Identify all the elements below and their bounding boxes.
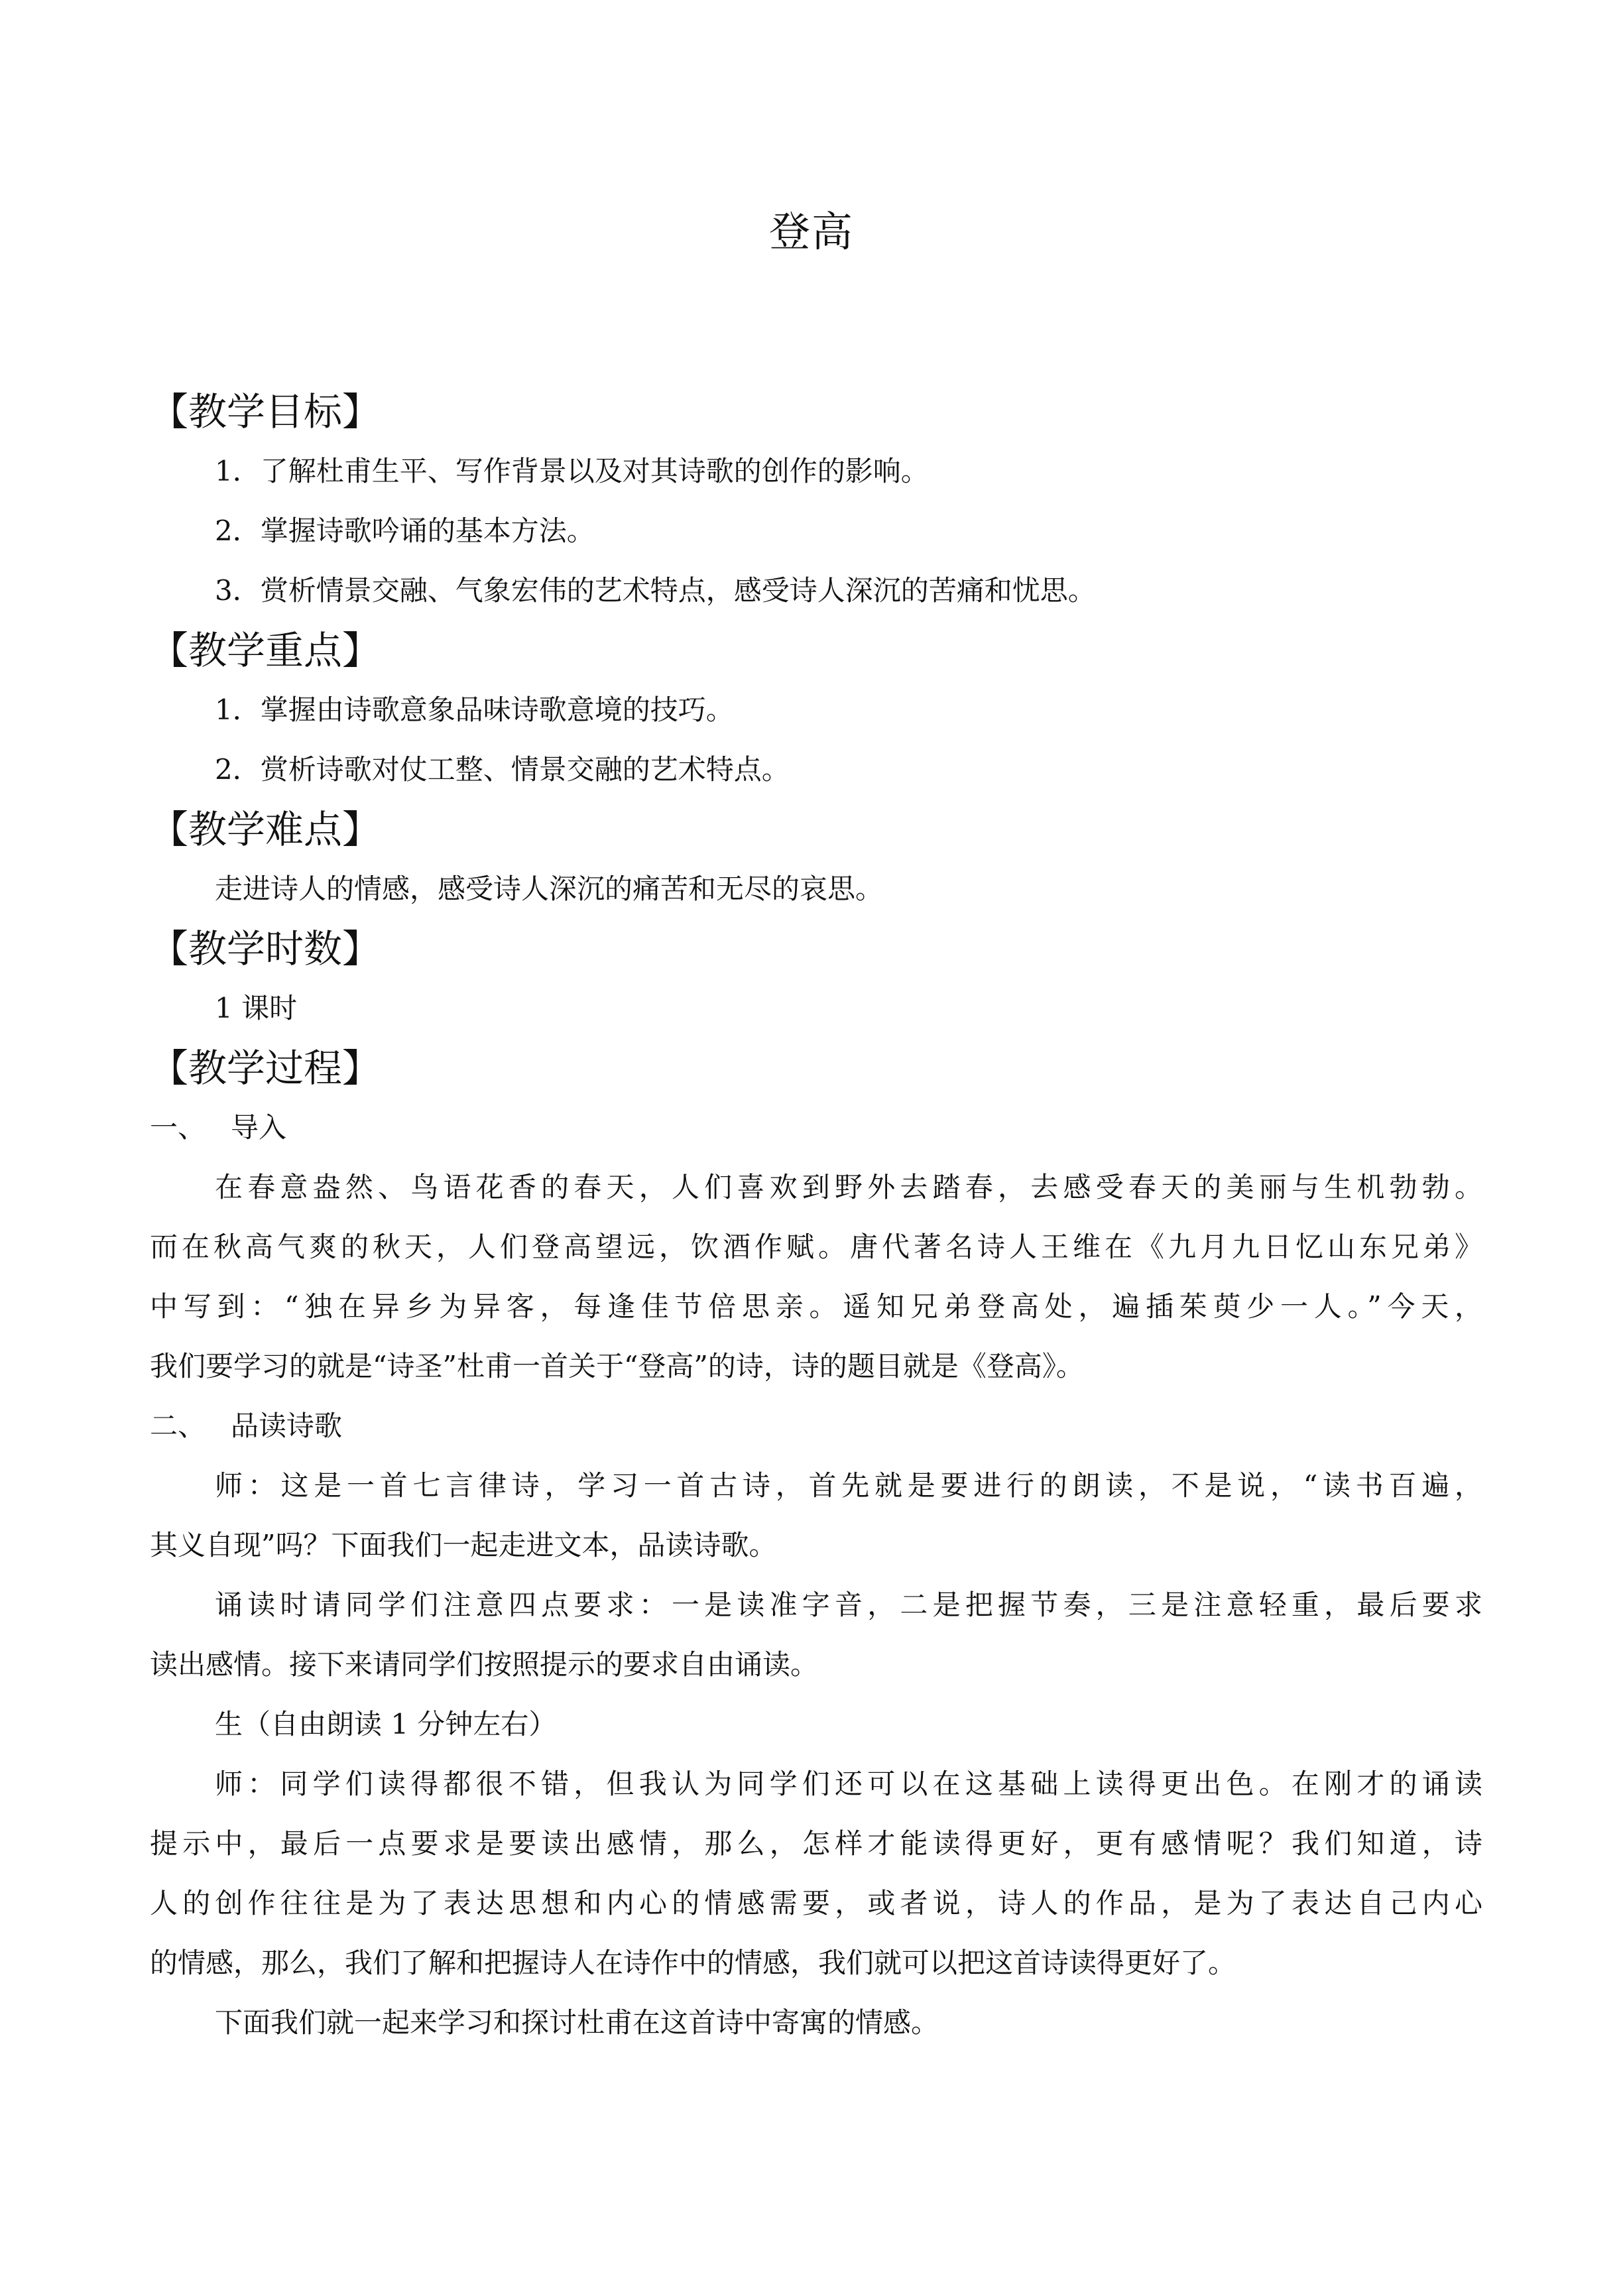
section-2-p2-line-2: 读出感情。接下来请同学们按照提示的要求自由诵读。 <box>150 1648 819 1681</box>
section-2-p1-line-1: 师：这是一首七言律诗，学习一首古诗，首先就是要进行的朗读，不是说，“读书百遍， <box>215 1469 1482 1502</box>
key-point-item-2: 2．赏析诗歌对仗工整、情景交融的艺术特点。 <box>215 753 790 786</box>
section-2-p2-line-1: 诵读时请同学们注意四点要求：一是读准字音，二是把握节奏，三是注意轻重，最后要求 <box>215 1589 1482 1621</box>
section-2-p1-line-2: 其义自现”吗？下面我们一起走进文本，品读诗歌。 <box>150 1529 777 1561</box>
goals-heading: 【教学目标】 <box>150 389 381 434</box>
goal-item-1: 1．了解杜甫生平、写作背景以及对其诗歌的创作的影响。 <box>215 455 929 487</box>
key-points-heading: 【教学重点】 <box>150 628 381 673</box>
goal-item-2: 2．掌握诗歌吟诵的基本方法。 <box>215 514 595 547</box>
document-title: 登高 <box>768 208 854 256</box>
section-1-line-3: 中写到：“独在异乡为异客，每逢佳节倍思亲。遥知兄弟登高处，遍插茱萸少一人。”今天， <box>150 1290 1482 1323</box>
section-1-line-2: 而在秋高气爽的秋天，人们登高望远，饮酒作赋。唐代著名诗人王维在《九月九日忆山东兄弟》 <box>150 1231 1482 1263</box>
section-2-label: 品读诗歌 <box>231 1410 343 1442</box>
document-body <box>150 382 1482 2053</box>
process-heading: 【教学过程】 <box>150 1046 381 1091</box>
section-2-number: 二、 <box>150 1410 206 1442</box>
section-2-p4-line-1: 师：同学们读得都很不错，但我认为同学们还可以在这基础上读得更出色。在刚才的诵读 <box>215 1768 1482 1800</box>
section-1-line-4: 我们要学习的就是“诗圣”杜甫一首关于“登高”的诗，诗的题目就是《登高》。 <box>150 1350 1084 1382</box>
section-2-title <box>150 1396 1482 1456</box>
difficulties-text: 走进诗人的情感，感受诗人深沉的痛苦和无尽的哀思。 <box>215 873 884 905</box>
section-1-line-1: 在春意盎然、鸟语花香的春天，人们喜欢到野外去踏春，去感受春天的美丽与生机勃勃。 <box>215 1171 1482 1203</box>
section-1-number: 一、 <box>150 1111 206 1144</box>
hours-heading: 【教学时数】 <box>150 926 381 971</box>
section-2-p4-line-3: 人的创作往往是为了表达思想和内心的情感需要，或者说，诗人的作品，是为了表达自己内心 <box>150 1887 1482 1919</box>
key-point-item-1: 1．掌握由诗歌意象品味诗歌意境的技巧。 <box>215 694 734 726</box>
section-1-label: 导入 <box>231 1111 287 1144</box>
section-2-p4-line-2: 提示中，最后一点要求是要读出感情，那么，怎样才能读得更好，更有感情呢？我们知道，诗 <box>150 1827 1482 1860</box>
section-2-p5: 下面我们就一起来学习和探讨杜甫在这首诗中寄寓的情感。 <box>215 2006 939 2039</box>
hours-text: 1 课时 <box>215 992 298 1024</box>
section-2-p3: 生（自由朗读 1 分钟左右） <box>215 1708 557 1740</box>
goal-item-3: 3．赏析情景交融、气象宏伟的艺术特点，感受诗人深沉的苦痛和忧思。 <box>215 574 1096 607</box>
section-1-title <box>150 1098 1482 1158</box>
section-2-p4-line-4: 的情感，那么，我们了解和把握诗人在诗作中的情感，我们就可以把这首诗读得更好了。 <box>150 1947 1236 1979</box>
difficulties-heading: 【教学难点】 <box>150 807 381 852</box>
